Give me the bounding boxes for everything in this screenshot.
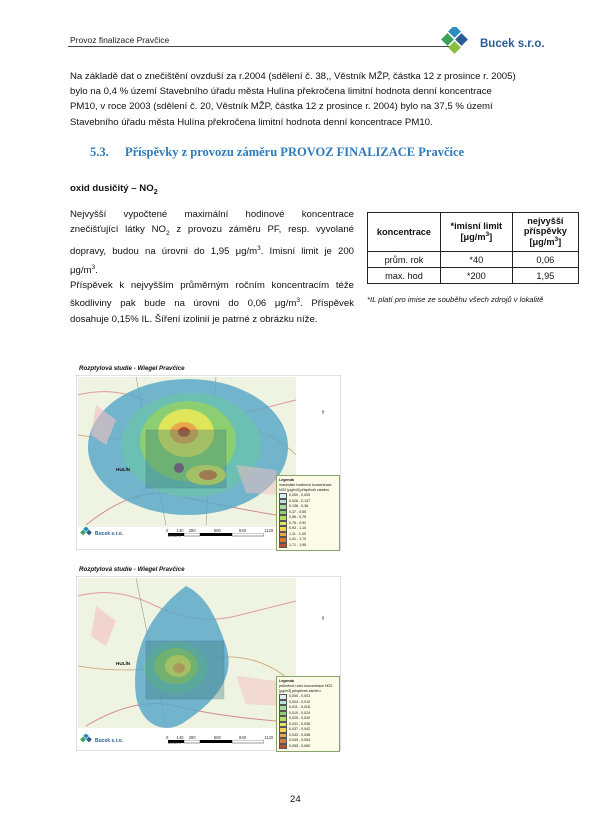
paragraph-annual <box>70 278 354 327</box>
legend-label: 1,41 - 1,70 <box>289 537 307 542</box>
section-title: Příspěvky z provozu záměru PROVOZ FINALIZACE Pravčice <box>125 145 465 159</box>
legend-label: 0,000 - 0,003 <box>289 694 311 699</box>
header-text: [μg/m <box>460 232 486 243</box>
legend-label: 0,000 - 0,025 <box>289 493 311 498</box>
legend-label: 0,043 - 0,048 <box>289 732 311 737</box>
intro-paragraph <box>70 69 540 130</box>
header-text: příspěvky <box>523 226 567 237</box>
legend-label: 0,37 - 0,55 <box>289 509 307 514</box>
para1-line: Nejvyšší vypočtené maximální hodinové koncentrace <box>70 209 354 220</box>
scale-labels <box>166 735 286 745</box>
map-company-name: Bucek s.r.o. <box>95 531 124 537</box>
legend-title: Legenda <box>279 478 294 482</box>
legend-label: 0,019 - 0,024 <box>289 710 311 715</box>
concentration-table <box>367 212 579 284</box>
para1-text: z provozu záměru PF, resp. vyvolané <box>169 224 354 236</box>
intro-line: Stavebního úřadu města Hulína překročena limitní hodnota denní koncentrace PM10. <box>70 116 433 128</box>
page-number: 24 <box>290 794 301 805</box>
para1-text: znečišťující látky NO <box>70 224 166 236</box>
table-cell: *40 <box>440 252 512 268</box>
para2-text: . Příspěvek <box>300 298 354 310</box>
scale-label: 560 <box>213 735 221 740</box>
scale-label: 840 <box>239 735 247 740</box>
map-legend <box>276 475 340 551</box>
subheading-subscript: 2 <box>153 188 158 196</box>
legend-label: 0,93 - 1,10 <box>289 526 307 531</box>
section-number: 5.3. <box>90 145 109 159</box>
header-text: ] <box>489 232 493 243</box>
header-sup: 3 <box>554 236 559 244</box>
legend-title: Legenda <box>279 679 294 683</box>
para2-line: dosahuje 0,15% IL. Šíření izolinií je patrné z obrázku níže. <box>70 313 318 325</box>
header-rule <box>68 46 450 47</box>
table-row <box>368 268 579 284</box>
table-cell: prům. rok <box>368 252 441 268</box>
legend-label: 0,138 - 0,36 <box>289 504 309 509</box>
intro-line: Na základě dat o znečištění ovzduší za r.2004 (sdělení č. 38,, Věstník MŽP, částka 12 z prosince r. 2005) <box>70 71 516 82</box>
table-row <box>368 252 579 268</box>
para1-sup: 3 <box>257 245 261 253</box>
legend-label: 0,037 - 0,042 <box>289 727 311 732</box>
paragraph-hourly <box>70 207 354 278</box>
legend-label: 0,055 - 0,060 <box>289 743 311 748</box>
subheading-text: oxid dusičitý – NO <box>70 183 154 194</box>
dispersion-map-hourly <box>76 365 341 550</box>
para1-line <box>70 241 354 259</box>
legend-row <box>279 543 337 549</box>
legend-subtitle: průměrné roční koncentrace NO2 [μg/m3] příspěvek záměru <box>279 684 333 693</box>
legend-items <box>279 694 337 749</box>
legend-label: 1,11 - 1,40 <box>289 531 306 536</box>
subheading-no2 <box>70 183 158 196</box>
scale-label: 1120 <box>264 528 274 533</box>
scale-label: 840 <box>239 528 247 533</box>
para2-sup: 3 <box>296 297 301 305</box>
legend-subtitle: maximální hodinové koncentrace NO2 [μg/m3] příspěvek záměru <box>279 483 332 492</box>
legend-label: 1,71 - 1,95 <box>289 542 307 547</box>
header-title: Provoz finalizace Pravčice <box>70 35 170 45</box>
scale-unit: Meters <box>168 740 181 745</box>
scale-label: 1120 <box>264 735 274 740</box>
scale-label: 0 <box>166 528 169 533</box>
scale-unit: Meters <box>168 533 181 538</box>
header-text: ] <box>558 237 562 248</box>
table-cell: 0,06 <box>512 252 578 268</box>
bucek-logo-icon <box>437 27 479 55</box>
intro-line: bylo na 0,4 % území Stavebního úřadu města Hulína překročena limitní hodnota denní koncentrace <box>70 86 492 98</box>
para2-text: škodliviny pak bude na úrovni do 0,06 μg/m <box>70 298 297 310</box>
header-text: *imisní limit <box>450 221 503 232</box>
para1-text: dopravy, budou na úrovni do 1,95 μg/m <box>70 246 258 258</box>
header-text: nejvyšší <box>527 216 564 227</box>
scale-label: 140 <box>176 735 184 740</box>
table-header: koncentrace <box>368 213 441 252</box>
para2-line <box>70 293 354 311</box>
table-header <box>440 213 512 252</box>
para1-line <box>70 222 354 241</box>
scale-label: 280 <box>188 528 196 533</box>
legend-label: 0,049 - 0,054 <box>289 738 311 743</box>
header-sup: 3 <box>485 231 490 239</box>
para1-sub: 2 <box>165 230 170 238</box>
bucek-map-logo-icon <box>80 527 94 537</box>
bucek-map-logo-icon <box>80 734 94 744</box>
table-cell: max. hod <box>368 268 441 284</box>
legend-swatch <box>279 543 287 549</box>
scale-label: 560 <box>213 528 221 533</box>
table-cell: 1,95 <box>512 268 578 284</box>
town-label: HULÍN <box>116 467 131 472</box>
scale-label: 0 <box>166 735 169 740</box>
table-header-row <box>368 213 579 252</box>
north-arrow-icon: ⇑ <box>321 410 326 416</box>
table-cell: *200 <box>440 268 512 284</box>
scale-label: 280 <box>188 735 196 740</box>
map-title: Rozptylová studie - Wiegel Pravčice <box>79 365 185 372</box>
table-header <box>512 213 578 252</box>
intro-line: PM10, v roce 2003 (sdělení č. 20, Věstník MŽP, částka 12 z prosince r. 2004) bylo na 37,5 % území <box>70 101 493 113</box>
header-text: [μg/m <box>529 237 555 248</box>
legend-row <box>279 744 337 750</box>
scale-labels <box>166 528 286 538</box>
dispersion-map-annual <box>76 566 341 751</box>
town-label: HULÍN <box>116 661 131 666</box>
para1-text: μg/m <box>70 264 92 276</box>
table-footnote: *IL platí pro imise ze souběhu všech zdrojů v lokalitě <box>367 295 544 304</box>
map-title: Rozptylová studie - Wiegel Pravčice <box>79 566 185 573</box>
legend-label: 0,026 - 0,137 <box>289 498 311 503</box>
company-name: Bucek s.r.o. <box>480 38 545 50</box>
legend-label: 0,011 - 0,018 <box>289 705 310 710</box>
legend-items <box>279 493 337 548</box>
legend-label: 0,004 - 0,010 <box>289 699 311 704</box>
legend-label: 0,031 - 0,036 <box>289 721 311 726</box>
legend-label: 0,025 - 0,030 <box>289 716 311 721</box>
legend-label: 0,56 - 0,75 <box>289 515 307 520</box>
scale-label: 140 <box>176 528 184 533</box>
legend-label: 0,76 - 0,92 <box>289 520 307 525</box>
para2-line: Příspěvek k nejvyšším průměrným ročním koncentracím téže <box>70 280 354 291</box>
para1-sup: 3 <box>91 263 96 271</box>
para1-text: . <box>95 264 98 276</box>
para1-line <box>70 260 354 278</box>
para1-text: . Imisní limit je 200 <box>260 246 354 258</box>
map-company-name: Bucek s.r.o. <box>95 738 124 744</box>
north-arrow-icon: ⇑ <box>321 616 326 622</box>
